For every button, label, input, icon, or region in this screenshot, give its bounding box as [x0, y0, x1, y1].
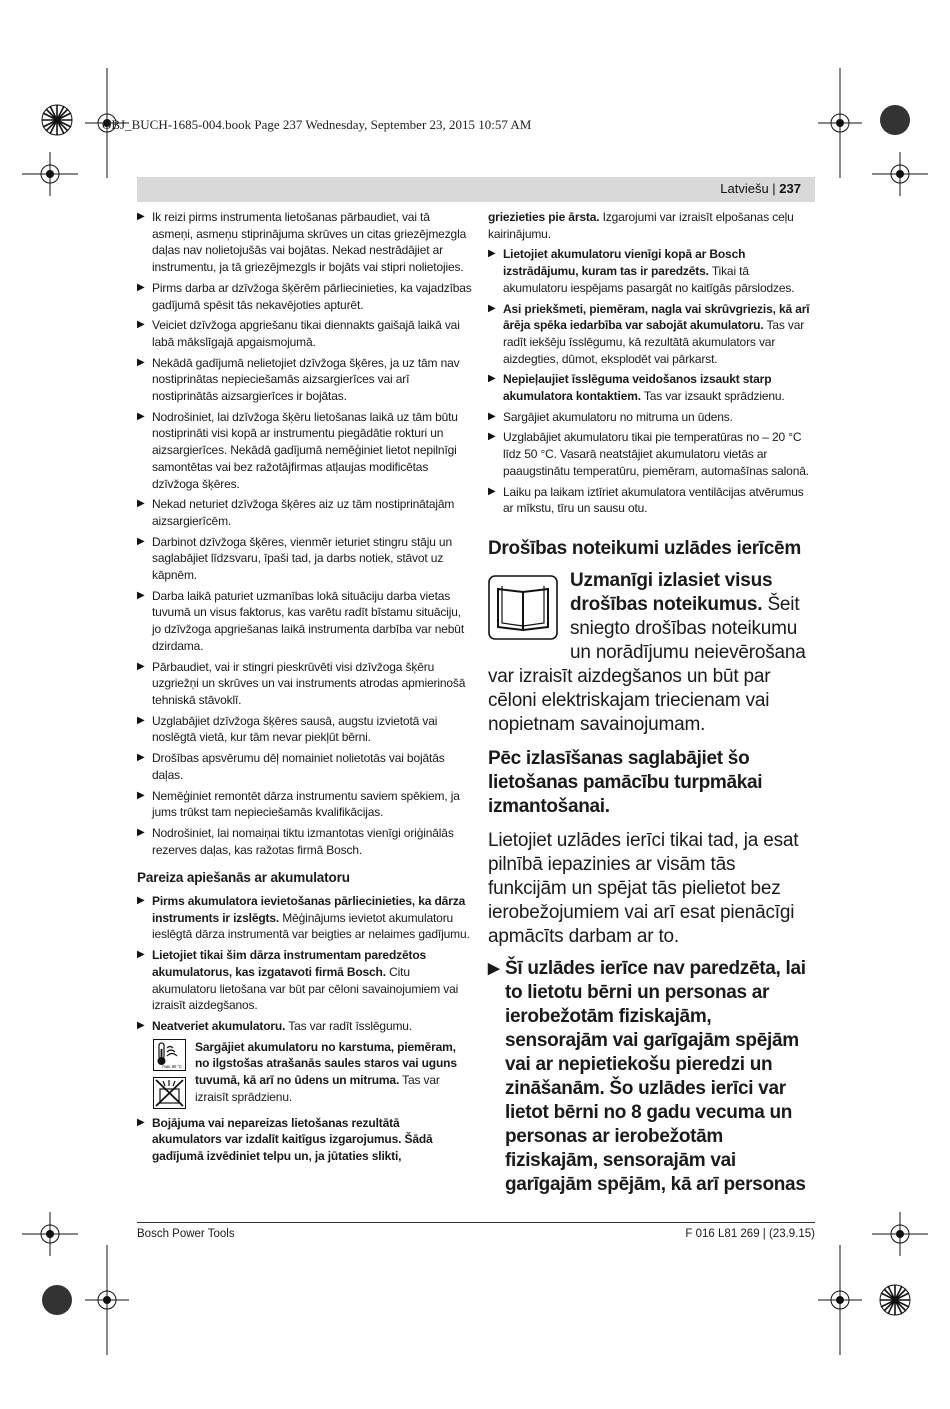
- hedge-trimmer-safety-list: [137, 209, 472, 858]
- list-item: ▶ Nemēģiniet remontēt dārza instrumentu saviem spēkiem, ja jums trūkst tam nepieciešamās kvalifikācijas.: [137, 788, 472, 821]
- list-item: ▶ Pirms akumulatora ievietošanas pārliecinieties, ka dārza instruments ir izslēgts. Mēģinājums ievietot akumulatoru ieslēgtā dārza instrumentā var beigties ar nelaimes gadījumu.: [137, 893, 472, 943]
- charger-safety-heading: Drošības noteikumi uzlādes ierīcēm: [488, 537, 801, 559]
- crosshair-icon: [22, 152, 78, 196]
- read-manual-icon: [488, 575, 558, 640]
- svg-text:max. 50 °C: max. 50 °C: [162, 1063, 182, 1069]
- intro-tail: var izraisīt aizdegšanos un būt par cēloni elektriskajam triecienam vai nopietnam savainojumam.: [488, 665, 771, 735]
- list-item: ▶ Veiciet dzīvžoga apgriešanu tikai diennakts gaišajā laikā vai labā mākslīgajā apgaismojumā.: [137, 317, 472, 350]
- crosshair-icon: [818, 68, 862, 178]
- header-text: Latviešu | 237: [720, 181, 801, 196]
- list-item: ▶ Laiku pa laikam iztīriet akumulatora ventilācijas atvērumus ar mīkstu, tīru un sausu otu.: [488, 484, 816, 517]
- read-instructions-block: [488, 569, 816, 737]
- continued-item: griezieties pie ārsta. Izgarojumi var izraisīt elpošanas ceļu kairinājumu.: [488, 210, 794, 241]
- registration-mark-bottom-left: [40, 1283, 74, 1317]
- keep-manual-text: Pēc izlasīšanas saglabājiet šo lietošanas pamācību turpmākai izmantošanai.: [488, 747, 763, 817]
- crosshair-icon: [872, 1212, 928, 1256]
- list-item: ▶ Nepieļaujiet īsslēguma veidošanos izsaukt starp akumulatora kontaktiem. Tas var izsaukt sprādzienu.: [488, 371, 816, 404]
- list-item: ▶ Asi priekšmeti, piemēram, nagla vai skrūvgriezis, kā arī ārēja spēka iedarbība var sabojāt akumulatoru. Tas var radīt iekšēju īsslēgumu, kā rezultātā akumulators var aizdegties, dūmot, eksplodēt vai pārkarst.: [488, 301, 816, 368]
- list-item: ▶ Drošības apsvērumu dēļ nomainiet nolietotās vai bojātās daļas.: [137, 750, 472, 783]
- print-metadata: OBJ_BUCH-1685-004.book Page 237 Wednesday, September 23, 2015 10:57 AM: [102, 117, 532, 132]
- usage-text: Lietojiet uzlādes ierīci tikai tad, ja esat pilnībā iepazinies ar visām tās funkcijām un spējat tās pielietot bez ierobežojumiem vai arī esat pienācīgi apmācīts darbam ar to.: [488, 829, 799, 947]
- list-item: ▶ Nekad neturiet dzīvžoga šķēres aiz uz tām nostiprinātajām aizsargierīcēm.: [137, 496, 472, 529]
- crosshair-icon: [818, 1245, 862, 1355]
- list-item: ▶ Neatveriet akumulatoru. Tas var radīt īsslēgumu.: [137, 1018, 472, 1035]
- left-column: [137, 209, 472, 1169]
- footer-brand: Bosch Power Tools: [137, 1228, 235, 1240]
- heat-water-warning: [153, 1039, 472, 1109]
- children-warning: ▶ Šī uzlādes ierīce nav paredzēta, lai to lietotu bērni un personas ar ierobežotām fiziskajām, sensorajām vai garīgajām spējām vai ar nepietiekošu pieredzi un zināšanām. Šo uzlādes ierīci var lietot bērni no 8 gadu vecuma un personas ar ierobežotām fiziskajām, sensorajām vai garīgajām spējām, kā arī personas: [488, 957, 816, 1197]
- intro-line: Uzmanīgi izlasiet visus: [570, 569, 773, 591]
- list-item: ▶ Darbinot dzīvžoga šķēres, vienmēr ieturiet stingru stāju un saglabājiet līdzsvaru, īpaši tad, ja darbs notiek, stāvot uz kāpnēm.: [137, 534, 472, 584]
- registration-mark-bottom-right: [878, 1283, 912, 1317]
- page-header: [137, 177, 815, 202]
- warning-icons: [153, 1039, 187, 1109]
- section-name: Latviešu: [720, 181, 769, 196]
- list-item: ▶ Uzglabājiet akumulatoru tikai pie temperatūras no – 20 °C līdz 50 °C. Vasarā neatstājiet akumulatoru vietās ar paaugstinātu temperatūru, piemēram, automašīnas salonā.: [488, 429, 816, 479]
- crosshair-icon: [22, 1212, 78, 1256]
- list-item: ▶ Sargājiet akumulatoru no mitruma un ūdens.: [488, 409, 816, 426]
- list-item: ▶ Lietojiet akumulatoru vienīgi kopā ar Bosch izstrādājumu, kuram tas ir paredzēts. Tikai tā akumulatoru iespējams pasargāt no kaitīgās pārslodzes.: [488, 246, 816, 296]
- page-number: 237: [779, 181, 801, 196]
- no-water-icon: [153, 1077, 186, 1109]
- registration-mark-top-left: [40, 103, 74, 137]
- footer-doc-number: F 016 L81 269 | (23.9.15): [685, 1228, 815, 1240]
- crosshair-icon: [85, 1245, 129, 1355]
- footer-divider: [137, 1222, 815, 1223]
- list-item: ▶ Darba laikā paturiet uzmanības lokā situāciju darba vietas tuvumā un visus faktorus, kas varētu radīt bīstamu situāciju, jo dzīvžoga apgriešanas laikā instrumenta darbība var nebūt dzirdama.: [137, 588, 472, 655]
- list-item: ▶ Bojājuma vai nepareizas lietošanas rezultātā akumulators var izdalīt kaitīgus izgarojumus. Šādā gadījumā izvēdiniet telpu un, ja jūtaties slikti,: [137, 1115, 472, 1165]
- list-item: ▶ Uzglabājiet dzīvžoga šķēres sausā, augstu izvietotā vai noslēgtā vietā, kur tām nevar piekļūt bērni.: [137, 713, 472, 746]
- intro-line: drošības noteikumus. Šeit: [570, 593, 800, 615]
- list-item: ▶ Pirms darba ar dzīvžoga šķērēm pārliecinieties, ka vajadzības gadījumā spēsit tās nekavējoties apturēt.: [137, 280, 472, 313]
- crosshair-icon: [872, 152, 928, 196]
- thermometer-icon: [153, 1039, 186, 1071]
- warning-text: Sargājiet akumulatoru no karstuma, piemēram, no ilgstošas atrašanās saules staros vai uguns tuvumā, kā arī no ūdens un mitruma. Tas var izraisīt sprādzienu.: [195, 1039, 457, 1104]
- intro-line: sniegto drošības noteikumu: [570, 617, 798, 639]
- list-item: ▶ Lietojiet tikai šim dārza instrumentam paredzētos akumulatorus, kas izgatavoti firmā Bosch. Citu akumulatoru lietošana var būt par cēloni savainojumiem vai izraisīt aizdegšanos.: [137, 947, 472, 1014]
- list-item: ▶ Ik reizi pirms instrumenta lietošanas pārbaudiet, vai tā asmeņi, asmeņu stiprinājuma skrūves un citas griezējmezgla daļas nav nolietojušās vai bojātas. Nekad nestrādājiet ar instrumentu, ja tā griezējmezgls ir bojāts vai stipri nolietojies.: [137, 209, 472, 276]
- list-item: ▶ Pārbaudiet, vai ir stingri pieskrūvēti visi dzīvžoga šķēru uzgriežņi un skrūves un vai instruments atrodas apmierinošā tehniskā stāvoklī.: [137, 659, 472, 709]
- intro-line: un norādījumu neievērošana: [570, 641, 806, 663]
- battery-section-heading: Pareiza apiešanās ar akumulatoru: [137, 870, 350, 886]
- right-column: [488, 209, 816, 1197]
- list-item: ▶ Nekādā gadījumā nelietojiet dzīvžoga šķēres, ja uz tām nav nostiprinātas nepieciešamās aizsargierīces vai arī nostiprinātās aizsargierīces ir bojātas.: [137, 355, 472, 405]
- list-item: ▶ Nodrošiniet, lai nomaiņai tiktu izmantotas vienīgi oriģinālās rezerves daļas, kas ražotas firmā Bosch.: [137, 825, 472, 858]
- list-item: ▶ Nodrošiniet, lai dzīvžoga šķēru lietošanas laikā uz tām būtu nostiprināti visi kopā ar instrumentu piegādātie rokturi un aizsargierīces. Nekādā gadījumā nemēģiniet lietot nepilnīgi samontētas vai bez ražotājfirmas atļaujas modificētas dzīvžoga šķēres.: [137, 409, 472, 493]
- registration-mark-top-right: [878, 103, 912, 137]
